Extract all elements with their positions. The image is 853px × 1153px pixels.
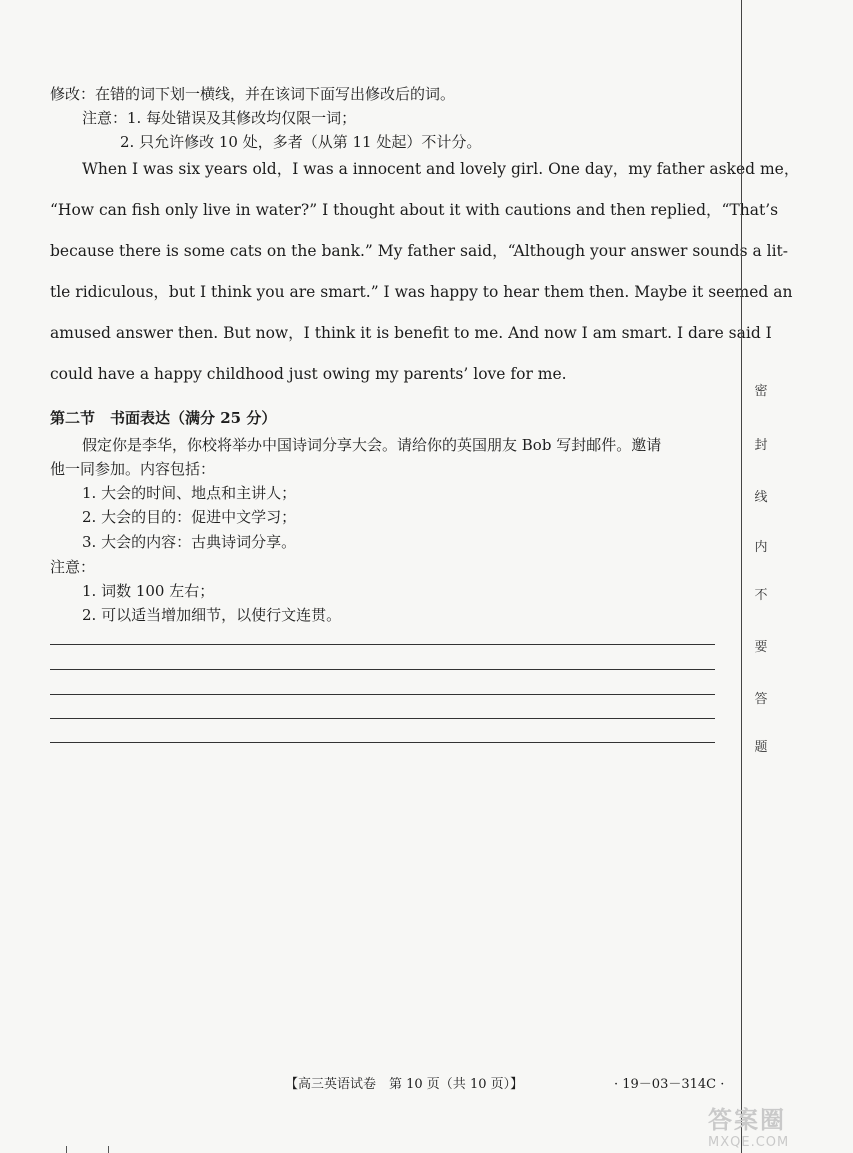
section-2-title: 第二节 书面表达（满分 25 分）	[50, 409, 277, 427]
paper-code: · 19－03－314C ·	[614, 1077, 725, 1092]
binding-text-char: 不	[754, 588, 768, 603]
correction-note-2: 2. 只允许修改 10 处，多者（从第 11 处起）不计分。	[120, 133, 482, 151]
passage-line: “How can fish only live in water?” I thought about it with cautions and then replied，“That’s	[50, 201, 779, 219]
passage-line: When I was six years old，I was a innocent and lovely girl. One day，my father asked me，	[82, 160, 800, 178]
watermark-main: 答案圈	[708, 1106, 786, 1134]
answer-line[interactable]	[50, 718, 715, 719]
note-item-1: 1. 词数 100 左右；	[82, 582, 215, 600]
passage-line: tle ridiculous，but I think you are smart.” I was happy to hear them then. Maybe it seemed an	[50, 283, 793, 301]
crop-mark	[66, 1146, 67, 1153]
binding-line	[741, 0, 742, 1153]
writing-prompt-line-1: 假定你是李华，你校将举办中国诗词分享大会。请给你的英国朋友 Bob 写封邮件。邀请	[82, 436, 662, 454]
content-item-1: 1. 大会的时间、地点和主讲人；	[82, 484, 297, 502]
binding-text-char: 线	[754, 490, 768, 505]
note-item-2: 2. 可以适当增加细节，以使行文连贯。	[82, 606, 342, 624]
watermark-logo	[708, 1100, 848, 1150]
content-item-2: 2. 大会的目的：促进中文学习；	[82, 508, 297, 526]
binding-text-char: 答	[754, 692, 768, 707]
answer-line[interactable]	[50, 669, 715, 670]
content-item-3: 3. 大会的内容：古典诗词分享。	[82, 533, 297, 551]
correction-passage	[50, 149, 800, 395]
notes-label: 注意：	[50, 558, 96, 576]
correction-note-1: 注意：1. 每处错误及其修改均仅限一词；	[82, 109, 357, 127]
page-footer: 【高三英语试卷 第 10 页（共 10 页）】	[285, 1077, 524, 1092]
answer-line[interactable]	[50, 644, 715, 645]
writing-prompt-line-2: 他一同参加。内容包括：	[50, 460, 216, 478]
passage-line: because there is some cats on the bank.” My father said，“Although your answer sounds a lit-	[50, 242, 788, 260]
binding-text-char: 封	[754, 438, 768, 453]
binding-text-char: 内	[754, 540, 768, 555]
answer-line[interactable]	[50, 742, 715, 743]
watermark-url: MXQE.COM	[708, 1135, 790, 1150]
crop-mark	[108, 1146, 109, 1153]
binding-text-char: 密	[754, 384, 768, 399]
answer-line[interactable]	[50, 694, 715, 695]
correction-instruction: 修改：在错的词下划一横线，并在该词下面写出修改后的词。	[50, 85, 456, 103]
passage-line: amused answer then. But now，I think it is benefit to me. And now I am smart. I dare said I	[50, 324, 772, 342]
binding-text-char: 题	[754, 740, 768, 755]
binding-text-char: 要	[754, 640, 768, 655]
passage-line: could have a happy childhood just owing my parents’ love for me.	[50, 365, 567, 383]
